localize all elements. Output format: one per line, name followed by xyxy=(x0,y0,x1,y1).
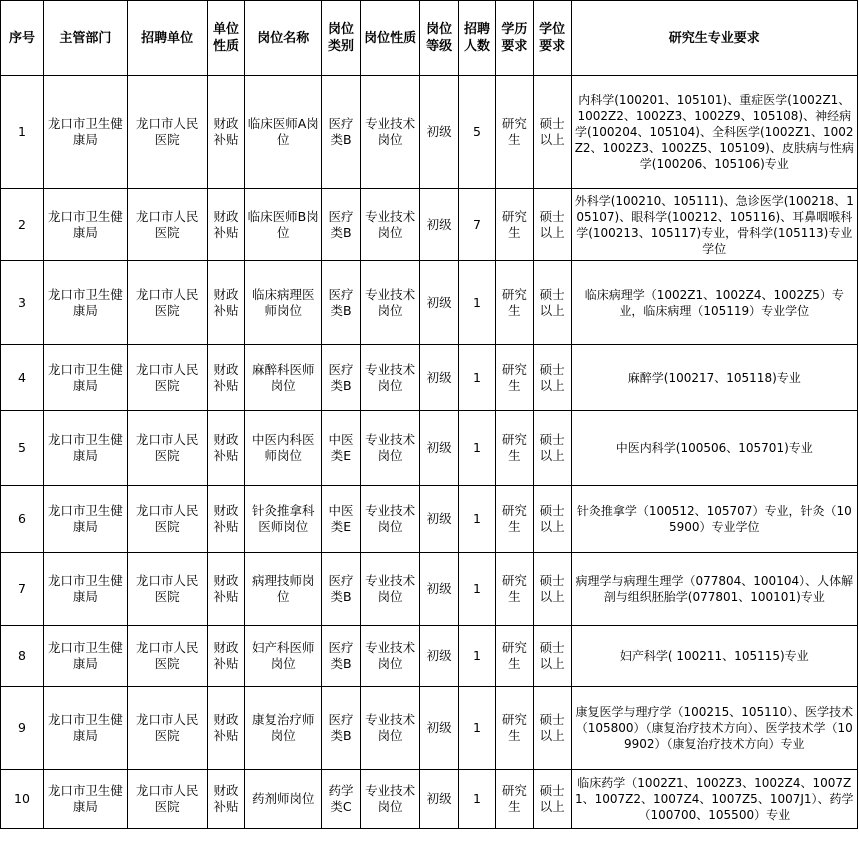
cell-post-name: 康复治疗师岗位 xyxy=(245,687,322,770)
cell-post-category: 医疗类B xyxy=(322,76,361,189)
table-row xyxy=(1,553,858,626)
cell-education: 研究生 xyxy=(495,345,533,411)
cell-dept: 龙口市卫生健康局 xyxy=(43,76,127,189)
cell-post-name: 针灸推拿科医师岗位 xyxy=(245,486,322,553)
cell-major: 病理学与病理生理学（077804、100104）、人体解剖与组织胚胎学(077801、100101)专业 xyxy=(571,553,857,626)
cell-post-level: 初级 xyxy=(420,411,459,486)
cell-recruit-count: 1 xyxy=(459,345,496,411)
table-row xyxy=(1,770,858,829)
cell-seq: 9 xyxy=(1,687,44,770)
cell-unit: 龙口市人民医院 xyxy=(127,626,207,687)
cell-education: 研究生 xyxy=(495,626,533,687)
cell-post-nature: 专业技术岗位 xyxy=(360,626,419,687)
cell-dept: 龙口市卫生健康局 xyxy=(43,189,127,261)
cell-post-level: 初级 xyxy=(420,189,459,261)
cell-dept: 龙口市卫生健康局 xyxy=(43,770,127,829)
cell-unit-nature: 财政补贴 xyxy=(207,189,245,261)
cell-post-category: 医疗类B xyxy=(322,626,361,687)
cell-dept: 龙口市卫生健康局 xyxy=(43,345,127,411)
cell-seq: 6 xyxy=(1,486,44,553)
cell-dept: 龙口市卫生健康局 xyxy=(43,411,127,486)
cell-unit-nature: 财政补贴 xyxy=(207,553,245,626)
cell-post-name: 妇产科医师岗位 xyxy=(245,626,322,687)
cell-dept: 龙口市卫生健康局 xyxy=(43,626,127,687)
cell-recruit-count: 1 xyxy=(459,553,496,626)
cell-post-category: 医疗类B xyxy=(322,553,361,626)
header-education: 学历要求 xyxy=(495,1,533,76)
cell-post-level: 初级 xyxy=(420,626,459,687)
cell-seq: 7 xyxy=(1,553,44,626)
header-post-name: 岗位名称 xyxy=(245,1,322,76)
cell-post-name: 临床医师B岗位 xyxy=(245,189,322,261)
header-unit: 招聘单位 xyxy=(127,1,207,76)
cell-degree: 硕士以上 xyxy=(533,626,571,687)
cell-recruit-count: 5 xyxy=(459,76,496,189)
cell-seq: 10 xyxy=(1,770,44,829)
cell-post-level: 初级 xyxy=(420,553,459,626)
cell-post-nature: 专业技术岗位 xyxy=(360,261,419,345)
cell-unit-nature: 财政补贴 xyxy=(207,770,245,829)
cell-post-nature: 专业技术岗位 xyxy=(360,553,419,626)
cell-seq: 8 xyxy=(1,626,44,687)
cell-post-nature: 专业技术岗位 xyxy=(360,76,419,189)
cell-dept: 龙口市卫生健康局 xyxy=(43,486,127,553)
table-row xyxy=(1,261,858,345)
cell-education: 研究生 xyxy=(495,189,533,261)
cell-major: 麻醉学(100217、105118)专业 xyxy=(571,345,857,411)
cell-education: 研究生 xyxy=(495,411,533,486)
cell-major: 外科学(100210、105111)、急诊医学(100218、105107)、眼科学(100212、105116)、耳鼻咽喉科学(100213、105117)专业，骨科学(105113)专业学位 xyxy=(571,189,857,261)
header-post-category: 岗位类别 xyxy=(322,1,361,76)
cell-seq: 1 xyxy=(1,76,44,189)
cell-post-category: 药学类C xyxy=(322,770,361,829)
cell-post-name: 临床医师A岗位 xyxy=(245,76,322,189)
cell-unit: 龙口市人民医院 xyxy=(127,76,207,189)
cell-post-level: 初级 xyxy=(420,770,459,829)
cell-education: 研究生 xyxy=(495,76,533,189)
cell-post-nature: 专业技术岗位 xyxy=(360,189,419,261)
cell-post-category: 医疗类B xyxy=(322,345,361,411)
table-row xyxy=(1,76,858,189)
header-degree: 学位要求 xyxy=(533,1,571,76)
cell-post-name: 药剂师岗位 xyxy=(245,770,322,829)
header-major: 研究生专业要求 xyxy=(571,1,857,76)
cell-post-level: 初级 xyxy=(420,76,459,189)
cell-degree: 硕士以上 xyxy=(533,76,571,189)
cell-recruit-count: 1 xyxy=(459,687,496,770)
table-row xyxy=(1,687,858,770)
header-row xyxy=(1,1,858,76)
cell-post-category: 中医类E xyxy=(322,411,361,486)
cell-post-category: 医疗类B xyxy=(322,261,361,345)
cell-seq: 3 xyxy=(1,261,44,345)
cell-dept: 龙口市卫生健康局 xyxy=(43,261,127,345)
cell-recruit-count: 1 xyxy=(459,626,496,687)
table-row xyxy=(1,411,858,486)
cell-post-category: 中医类E xyxy=(322,486,361,553)
cell-education: 研究生 xyxy=(495,553,533,626)
cell-unit: 龙口市人民医院 xyxy=(127,486,207,553)
cell-post-name: 病理技师岗位 xyxy=(245,553,322,626)
cell-major: 康复医学与理疗学（100215、105110）、医学技术（105800）（康复治疗技术方向）、医学技术学（109902）（康复治疗技术方向）专业 xyxy=(571,687,857,770)
cell-degree: 硕士以上 xyxy=(533,553,571,626)
cell-dept: 龙口市卫生健康局 xyxy=(43,687,127,770)
cell-unit: 龙口市人民医院 xyxy=(127,261,207,345)
cell-education: 研究生 xyxy=(495,261,533,345)
table-row xyxy=(1,486,858,553)
cell-education: 研究生 xyxy=(495,687,533,770)
cell-unit-nature: 财政补贴 xyxy=(207,76,245,189)
cell-seq: 2 xyxy=(1,189,44,261)
cell-degree: 硕士以上 xyxy=(533,261,571,345)
cell-unit-nature: 财政补贴 xyxy=(207,261,245,345)
header-seq: 序号 xyxy=(1,1,44,76)
cell-seq: 5 xyxy=(1,411,44,486)
cell-post-level: 初级 xyxy=(420,687,459,770)
cell-major: 内科学(100201、105101)、重症医学(1002Z1、1002Z2、1002Z3、1002Z9、105108)、神经病学(100204、105104)、全科医学(1002Z1、1002Z2、1002Z3、1002Z5、105109)、皮肤病与性病学(100206、105106)专业 xyxy=(571,76,857,189)
cell-post-level: 初级 xyxy=(420,261,459,345)
cell-unit: 龙口市人民医院 xyxy=(127,411,207,486)
cell-degree: 硕士以上 xyxy=(533,486,571,553)
cell-post-nature: 专业技术岗位 xyxy=(360,687,419,770)
cell-post-nature: 专业技术岗位 xyxy=(360,345,419,411)
table-row xyxy=(1,626,858,687)
cell-recruit-count: 1 xyxy=(459,486,496,553)
cell-recruit-count: 7 xyxy=(459,189,496,261)
header-post-nature: 岗位性质 xyxy=(360,1,419,76)
cell-unit-nature: 财政补贴 xyxy=(207,486,245,553)
cell-degree: 硕士以上 xyxy=(533,345,571,411)
cell-seq: 4 xyxy=(1,345,44,411)
cell-recruit-count: 1 xyxy=(459,411,496,486)
cell-post-nature: 专业技术岗位 xyxy=(360,411,419,486)
cell-unit: 龙口市人民医院 xyxy=(127,687,207,770)
cell-post-level: 初级 xyxy=(420,345,459,411)
cell-unit: 龙口市人民医院 xyxy=(127,770,207,829)
cell-post-level: 初级 xyxy=(420,486,459,553)
cell-post-name: 麻醉科医师岗位 xyxy=(245,345,322,411)
cell-major: 临床病理学（1002Z1、1002Z4、1002Z5）专业，临床病理（105119）专业学位 xyxy=(571,261,857,345)
cell-unit-nature: 财政补贴 xyxy=(207,345,245,411)
cell-major: 中医内科学(100506、105701)专业 xyxy=(571,411,857,486)
header-dept: 主管部门 xyxy=(43,1,127,76)
header-unit-nature: 单位性质 xyxy=(207,1,245,76)
cell-unit: 龙口市人民医院 xyxy=(127,189,207,261)
cell-unit-nature: 财政补贴 xyxy=(207,626,245,687)
cell-recruit-count: 1 xyxy=(459,261,496,345)
table-row xyxy=(1,189,858,261)
cell-post-name: 中医内科医师岗位 xyxy=(245,411,322,486)
cell-education: 研究生 xyxy=(495,770,533,829)
cell-degree: 硕士以上 xyxy=(533,411,571,486)
cell-post-category: 医疗类B xyxy=(322,687,361,770)
cell-recruit-count: 1 xyxy=(459,770,496,829)
cell-post-name: 临床病理医师岗位 xyxy=(245,261,322,345)
cell-major: 妇产科学( 100211、105115)专业 xyxy=(571,626,857,687)
cell-post-category: 医疗类B xyxy=(322,189,361,261)
cell-degree: 硕士以上 xyxy=(533,687,571,770)
cell-degree: 硕士以上 xyxy=(533,770,571,829)
cell-major: 针灸推拿学（100512、105707）专业，针灸（105900）专业学位 xyxy=(571,486,857,553)
cell-unit-nature: 财政补贴 xyxy=(207,411,245,486)
cell-post-nature: 专业技术岗位 xyxy=(360,770,419,829)
cell-major: 临床药学（1002Z1、1002Z3、1002Z4、1007Z1、1007Z2、1007Z4、1007Z5、1007J1）、药学（100700、105500）专业 xyxy=(571,770,857,829)
cell-post-nature: 专业技术岗位 xyxy=(360,486,419,553)
cell-education: 研究生 xyxy=(495,486,533,553)
header-recruit-count: 招聘人数 xyxy=(459,1,496,76)
header-post-level: 岗位等级 xyxy=(420,1,459,76)
cell-dept: 龙口市卫生健康局 xyxy=(43,553,127,626)
table-row xyxy=(1,345,858,411)
cell-unit-nature: 财政补贴 xyxy=(207,687,245,770)
cell-unit: 龙口市人民医院 xyxy=(127,345,207,411)
cell-unit: 龙口市人民医院 xyxy=(127,553,207,626)
cell-degree: 硕士以上 xyxy=(533,189,571,261)
